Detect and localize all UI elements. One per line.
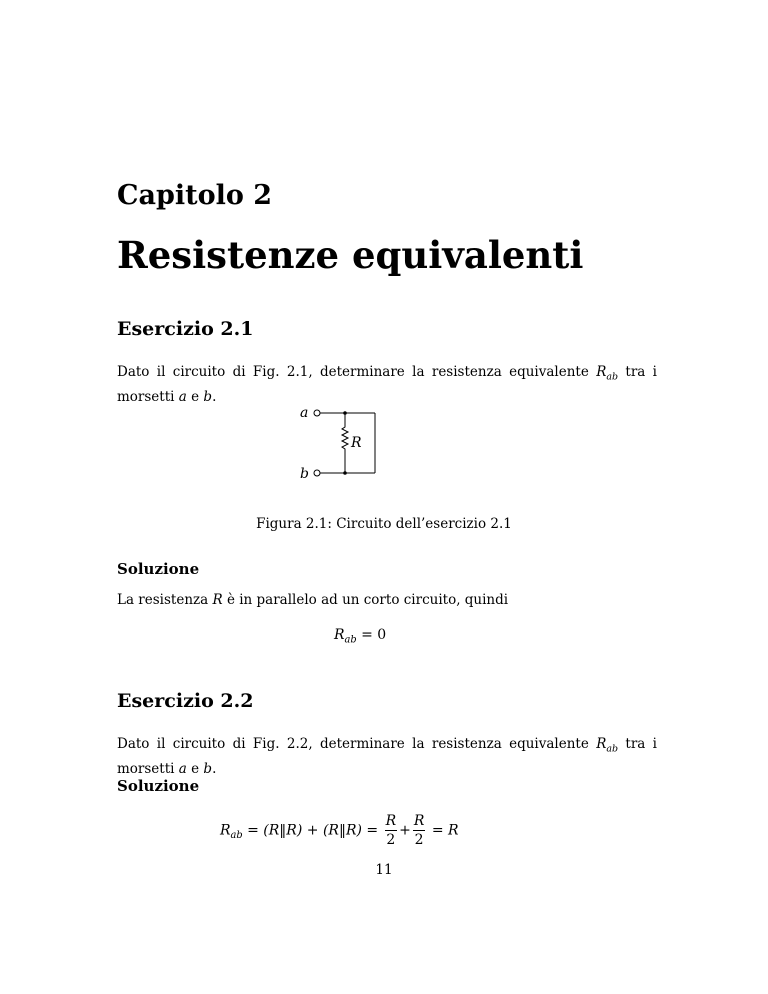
exercise-2-1-text: Dato il circuito di Fig. 2.1, determinare la resistenza equivalente $R_{ab}$ tra i morsetti a e b. [117, 364, 658, 406]
exercise-2-1-title: Esercizio 2.1 [117, 318, 254, 340]
exercise-2-2-title: Esercizio 2.2 [117, 690, 254, 712]
resistor-r [342, 413, 348, 473]
figure-2-1-caption: Figura 2.1: Circuito dell’esercizio 2.1 [256, 516, 512, 532]
terminal-b [314, 470, 320, 476]
circuit-figure-2-1 [290, 405, 400, 485]
exercise-2-1-equation: $R_{ab} = 0$ [334, 627, 387, 646]
exercise-2-2-equation: $R_{ab}$ = (R‖R) + (R‖R) = $\frac{R}{2}$ + $\frac{R}{2}$ = R [220, 813, 459, 848]
terminal-a [314, 410, 320, 416]
fraction-1: $\frac{R}{2}$ [385, 813, 397, 848]
exercise-2-1-solution-title: Soluzione [117, 560, 200, 578]
exercise-2-2-solution-title: Soluzione [117, 777, 200, 795]
chapter-label: Capitolo 2 [117, 180, 273, 211]
exercise-2-2-text: Dato il circuito di Fig. 2.2, determinare la resistenza equivalente $R_{ab}$ tra i morsetti a e b. [117, 736, 658, 778]
exercise-2-1-solution-text: La resistenza R è in parallelo ad un corto circuito, quindi [117, 592, 509, 608]
page-number: 11 [375, 862, 393, 878]
chapter-title: Resistenze equivalenti [117, 233, 584, 277]
node-a-label: a [300, 405, 309, 421]
node-b-label: b [300, 466, 309, 482]
resistor-label: R [351, 435, 362, 451]
fraction-2: $\frac{R}{2}$ [413, 813, 425, 848]
